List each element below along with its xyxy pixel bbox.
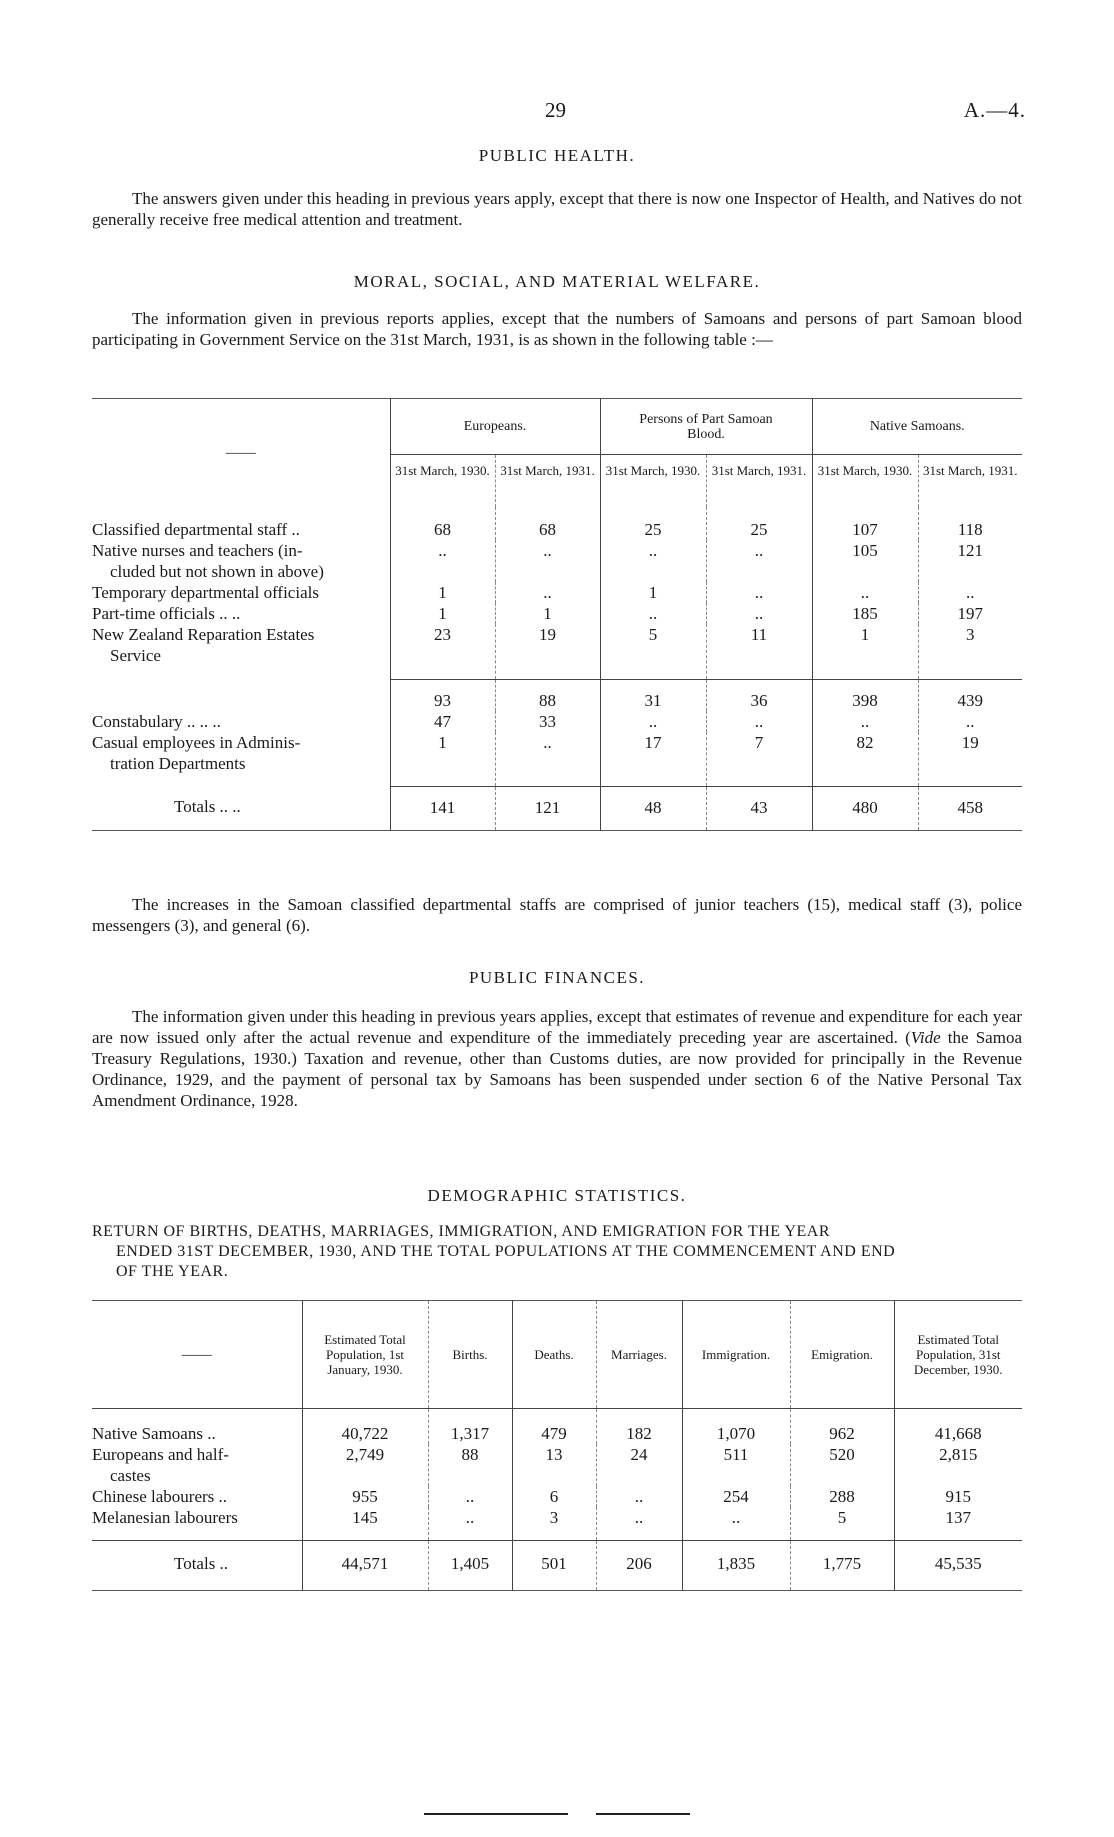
table-row bbox=[92, 1486, 1022, 1507]
row-label-line: New Zealand Reparation Estates bbox=[92, 624, 315, 644]
table-cell: 68 bbox=[495, 507, 600, 540]
row-label-line: tration Departments bbox=[110, 754, 246, 773]
end-rule-gap bbox=[568, 1811, 596, 1817]
totals-cell: 1,405 bbox=[428, 1541, 512, 1591]
table-cell: 1 bbox=[812, 624, 918, 680]
corner-dash: —— bbox=[181, 1346, 212, 1363]
row-label-line: Casual employees in Adminis- bbox=[92, 733, 301, 752]
table-cell: 19 bbox=[495, 624, 600, 680]
row-label: Melanesian labourers bbox=[92, 1508, 238, 1527]
increase-note: The increases in the Samoan classified departmental staffs are comprised of junior teachers (15), medical staff (3), police messengers (3), and general (6). bbox=[92, 895, 1022, 935]
header-emigration: Emigration. bbox=[790, 1301, 894, 1409]
table-cell: .. bbox=[600, 603, 706, 624]
row-label bbox=[92, 732, 390, 786]
totals-cell: 43 bbox=[706, 786, 812, 830]
table-cell: 254 bbox=[682, 1486, 790, 1507]
subtotal-label bbox=[92, 680, 390, 712]
table-cell: 1 bbox=[390, 603, 495, 624]
moral-social-title: MORAL, SOCIAL, AND MATERIAL WELFARE. bbox=[353, 272, 761, 291]
row-label bbox=[92, 540, 390, 582]
table-cell: 23 bbox=[390, 624, 495, 680]
public-health-text: The answers given under this heading in previous years apply, except that there is now one Inspector of Health, and Natives do not generally receive free medical attention and treatment. bbox=[92, 189, 1022, 229]
table-row bbox=[92, 1409, 1022, 1445]
table-cell: 479 bbox=[512, 1409, 596, 1445]
table-cell: 915 bbox=[894, 1486, 1022, 1507]
caption-line: ENDED 31ST DECEMBER, 1930, AND THE TOTAL POPULATIONS AT THE COMMENCEMENT AND END bbox=[116, 1243, 896, 1260]
row-label: Temporary departmental officials bbox=[92, 582, 319, 602]
header-marriages: Marriages. bbox=[596, 1301, 682, 1409]
header-births: Births. bbox=[428, 1301, 512, 1409]
table-cell: 2,749 bbox=[302, 1444, 428, 1486]
table-cell: .. bbox=[706, 711, 812, 732]
table-cell: .. bbox=[390, 540, 495, 582]
table-cell: 11 bbox=[706, 624, 812, 680]
subheader-eu-1930: 31st March, 1930. bbox=[390, 455, 495, 507]
table-cell: .. bbox=[495, 540, 600, 582]
subtotal-cell: 31 bbox=[600, 680, 706, 712]
table-cell: .. bbox=[600, 711, 706, 732]
table-cell: 1 bbox=[390, 582, 495, 603]
table-cell: .. bbox=[596, 1507, 682, 1541]
table-cell: 105 bbox=[812, 540, 918, 582]
table-cell: 6 bbox=[512, 1486, 596, 1507]
subheader-ps-1930: 31st March, 1930. bbox=[600, 455, 706, 507]
row-label-line: castes bbox=[110, 1466, 151, 1485]
row-label-line: Europeans and half- bbox=[92, 1445, 229, 1464]
table-cell: 2,815 bbox=[894, 1444, 1022, 1486]
table-cell: 197 bbox=[918, 603, 1022, 624]
subtotal-row bbox=[92, 680, 1022, 712]
totals-cell: 121 bbox=[495, 786, 600, 830]
subheader-ps-1931: 31st March, 1931. bbox=[706, 455, 812, 507]
table-cell: 88 bbox=[428, 1444, 512, 1486]
staff-table-corner bbox=[92, 399, 390, 507]
row-label-line: Native nurses and teachers (in- bbox=[92, 540, 303, 560]
table-cell: 137 bbox=[894, 1507, 1022, 1541]
totals-label: Totals .. .. bbox=[174, 797, 241, 816]
table-cell: 145 bbox=[302, 1507, 428, 1541]
table-cell: 185 bbox=[812, 603, 918, 624]
row-label: Part-time officials .. .. bbox=[92, 603, 241, 623]
subheader-ns-1930: 31st March, 1930. bbox=[812, 455, 918, 507]
totals-cell: 501 bbox=[512, 1541, 596, 1591]
table-cell: .. bbox=[428, 1486, 512, 1507]
table-cell: .. bbox=[682, 1507, 790, 1541]
table-cell: 962 bbox=[790, 1409, 894, 1445]
page-number: 29 bbox=[545, 98, 566, 122]
subtotal-cell: 88 bbox=[495, 680, 600, 712]
table-cell: 19 bbox=[918, 732, 1022, 786]
totals-cell: 45,535 bbox=[894, 1541, 1022, 1591]
totals-cell: 141 bbox=[390, 786, 495, 830]
table-cell: 68 bbox=[390, 507, 495, 540]
public-finances-text bbox=[92, 1006, 1022, 1111]
table-cell: .. bbox=[918, 582, 1022, 603]
subtotal-cell: 398 bbox=[812, 680, 918, 712]
table-cell: 288 bbox=[790, 1486, 894, 1507]
table-row bbox=[92, 507, 1022, 540]
table-cell: 118 bbox=[918, 507, 1022, 540]
table-cell: 82 bbox=[812, 732, 918, 786]
table-cell: .. bbox=[596, 1486, 682, 1507]
table-cell: 1,317 bbox=[428, 1409, 512, 1445]
header-deaths: Deaths. bbox=[512, 1301, 596, 1409]
table-cell: 1,070 bbox=[682, 1409, 790, 1445]
row-label-line: cluded but not shown in above) bbox=[110, 561, 324, 581]
table-cell: 5 bbox=[600, 624, 706, 680]
totals-cell: 480 bbox=[812, 786, 918, 830]
table-cell: 121 bbox=[918, 540, 1022, 582]
table-cell: 24 bbox=[596, 1444, 682, 1486]
row-label: Constabulary .. .. .. bbox=[92, 712, 221, 731]
table-row bbox=[92, 711, 1022, 732]
finances-text-part1: The information given under this heading in previous years applies, except that estimates of revenue and expenditure for each year are now issued only after the actual revenue and expenditure of the immediately preceding year are ascertained. ( bbox=[92, 1007, 1022, 1047]
totals-row bbox=[92, 786, 1022, 830]
demographic-table bbox=[92, 1300, 1022, 1591]
moral-social-text: The information given in previous reports applies, except that the numbers of Samoans and persons of part Samoan blood participating in Government Service on the 31st March, 1931, is as shown in the following table :— bbox=[92, 309, 1022, 349]
table-cell: 7 bbox=[706, 732, 812, 786]
table-cell: 25 bbox=[706, 507, 812, 540]
subheader-eu-1931: 31st March, 1931. bbox=[495, 455, 600, 507]
table-cell: 955 bbox=[302, 1486, 428, 1507]
table-cell: 5 bbox=[790, 1507, 894, 1541]
table-cell: 107 bbox=[812, 507, 918, 540]
totals-cell: 1,835 bbox=[682, 1541, 790, 1591]
totals-cell: 44,571 bbox=[302, 1541, 428, 1591]
finances-text-part2: the Samoa Treasury Regulations, 1930.) Taxation and revenue, other than Customs duties, are now provided for principally in the Revenue Ordinance, 1929, and the payment of personal tax by Samoans has been suspended under section 6 of the Native Personal Tax Amendment Ordinance, 1928. bbox=[92, 1028, 1022, 1110]
demographic-title: DEMOGRAPHIC STATISTICS. bbox=[427, 1186, 687, 1205]
header-native-samoans: Native Samoans. bbox=[812, 399, 1022, 455]
table-cell: 511 bbox=[682, 1444, 790, 1486]
header-part-samoan: Persons of Part Samoan Blood. bbox=[600, 399, 812, 455]
document-reference: A.—4. bbox=[963, 98, 1026, 122]
header-pop-end: Estimated Total Population, 31st December, 1930. bbox=[894, 1301, 1022, 1409]
header-europeans: Europeans. bbox=[390, 399, 600, 455]
table-cell: .. bbox=[706, 603, 812, 624]
totals-cell: 48 bbox=[600, 786, 706, 830]
row-label bbox=[92, 1444, 302, 1486]
table-cell: 1 bbox=[600, 582, 706, 603]
row-label: Native Samoans .. bbox=[92, 1409, 302, 1445]
page-header bbox=[0, 98, 1114, 124]
demographic-caption bbox=[92, 1222, 1022, 1282]
header-pop-start: Estimated Total Population, 1st January, 1930. bbox=[302, 1301, 428, 1409]
table-cell: 182 bbox=[596, 1409, 682, 1445]
table-cell: 1 bbox=[495, 603, 600, 624]
corner-dash: —— bbox=[225, 444, 256, 461]
table-cell: .. bbox=[706, 540, 812, 582]
totals-row bbox=[92, 1541, 1022, 1591]
totals-cell: 1,775 bbox=[790, 1541, 894, 1591]
table-row bbox=[92, 1507, 1022, 1541]
table-cell: 25 bbox=[600, 507, 706, 540]
table-cell: 1 bbox=[390, 732, 495, 786]
caption-line: OF THE YEAR. bbox=[116, 1263, 229, 1280]
subheader-ns-1931: 31st March, 1931. bbox=[918, 455, 1022, 507]
row-label-line: Service bbox=[110, 645, 161, 665]
table-cell: 47 bbox=[390, 711, 495, 732]
table-cell: 40,722 bbox=[302, 1409, 428, 1445]
table-cell: 3 bbox=[918, 624, 1022, 680]
table-cell: .. bbox=[600, 540, 706, 582]
table-cell: .. bbox=[812, 582, 918, 603]
table-row bbox=[92, 624, 1022, 680]
table-cell: .. bbox=[428, 1507, 512, 1541]
table-row bbox=[92, 540, 1022, 582]
row-label bbox=[92, 624, 390, 680]
finances-vide: Vide bbox=[910, 1028, 941, 1047]
header-immigration: Immigration. bbox=[682, 1301, 790, 1409]
subtotal-cell: 439 bbox=[918, 680, 1022, 712]
table-cell: .. bbox=[918, 711, 1022, 732]
table-cell: 33 bbox=[495, 711, 600, 732]
table-row bbox=[92, 1444, 1022, 1486]
row-label: Classified departmental staff .. bbox=[92, 519, 300, 539]
table-cell: 13 bbox=[512, 1444, 596, 1486]
table-cell: .. bbox=[495, 732, 600, 786]
totals-cell: 206 bbox=[596, 1541, 682, 1591]
table-cell: .. bbox=[706, 582, 812, 603]
subtotal-cell: 93 bbox=[390, 680, 495, 712]
table-cell: 520 bbox=[790, 1444, 894, 1486]
demographic-table-corner bbox=[92, 1301, 302, 1409]
table-cell: 41,668 bbox=[894, 1409, 1022, 1445]
table-cell: 3 bbox=[512, 1507, 596, 1541]
end-rule bbox=[424, 1813, 690, 1815]
row-label: Chinese labourers .. bbox=[92, 1487, 228, 1506]
totals-cell: 458 bbox=[918, 786, 1022, 830]
table-row bbox=[92, 603, 1022, 624]
totals-label: Totals .. bbox=[92, 1541, 302, 1591]
subtotal-cell: 36 bbox=[706, 680, 812, 712]
caption-line: RETURN OF BIRTHS, DEATHS, MARRIAGES, IMMIGRATION, AND EMIGRATION FOR THE YEAR bbox=[92, 1223, 831, 1240]
table-cell: .. bbox=[495, 582, 600, 603]
table-row bbox=[92, 582, 1022, 603]
table-cell: .. bbox=[812, 711, 918, 732]
public-finances-title: PUBLIC FINANCES. bbox=[468, 968, 646, 987]
public-health-title: PUBLIC HEALTH. bbox=[478, 146, 636, 165]
table-cell: 17 bbox=[600, 732, 706, 786]
staff-table bbox=[92, 398, 1022, 831]
table-row bbox=[92, 732, 1022, 786]
